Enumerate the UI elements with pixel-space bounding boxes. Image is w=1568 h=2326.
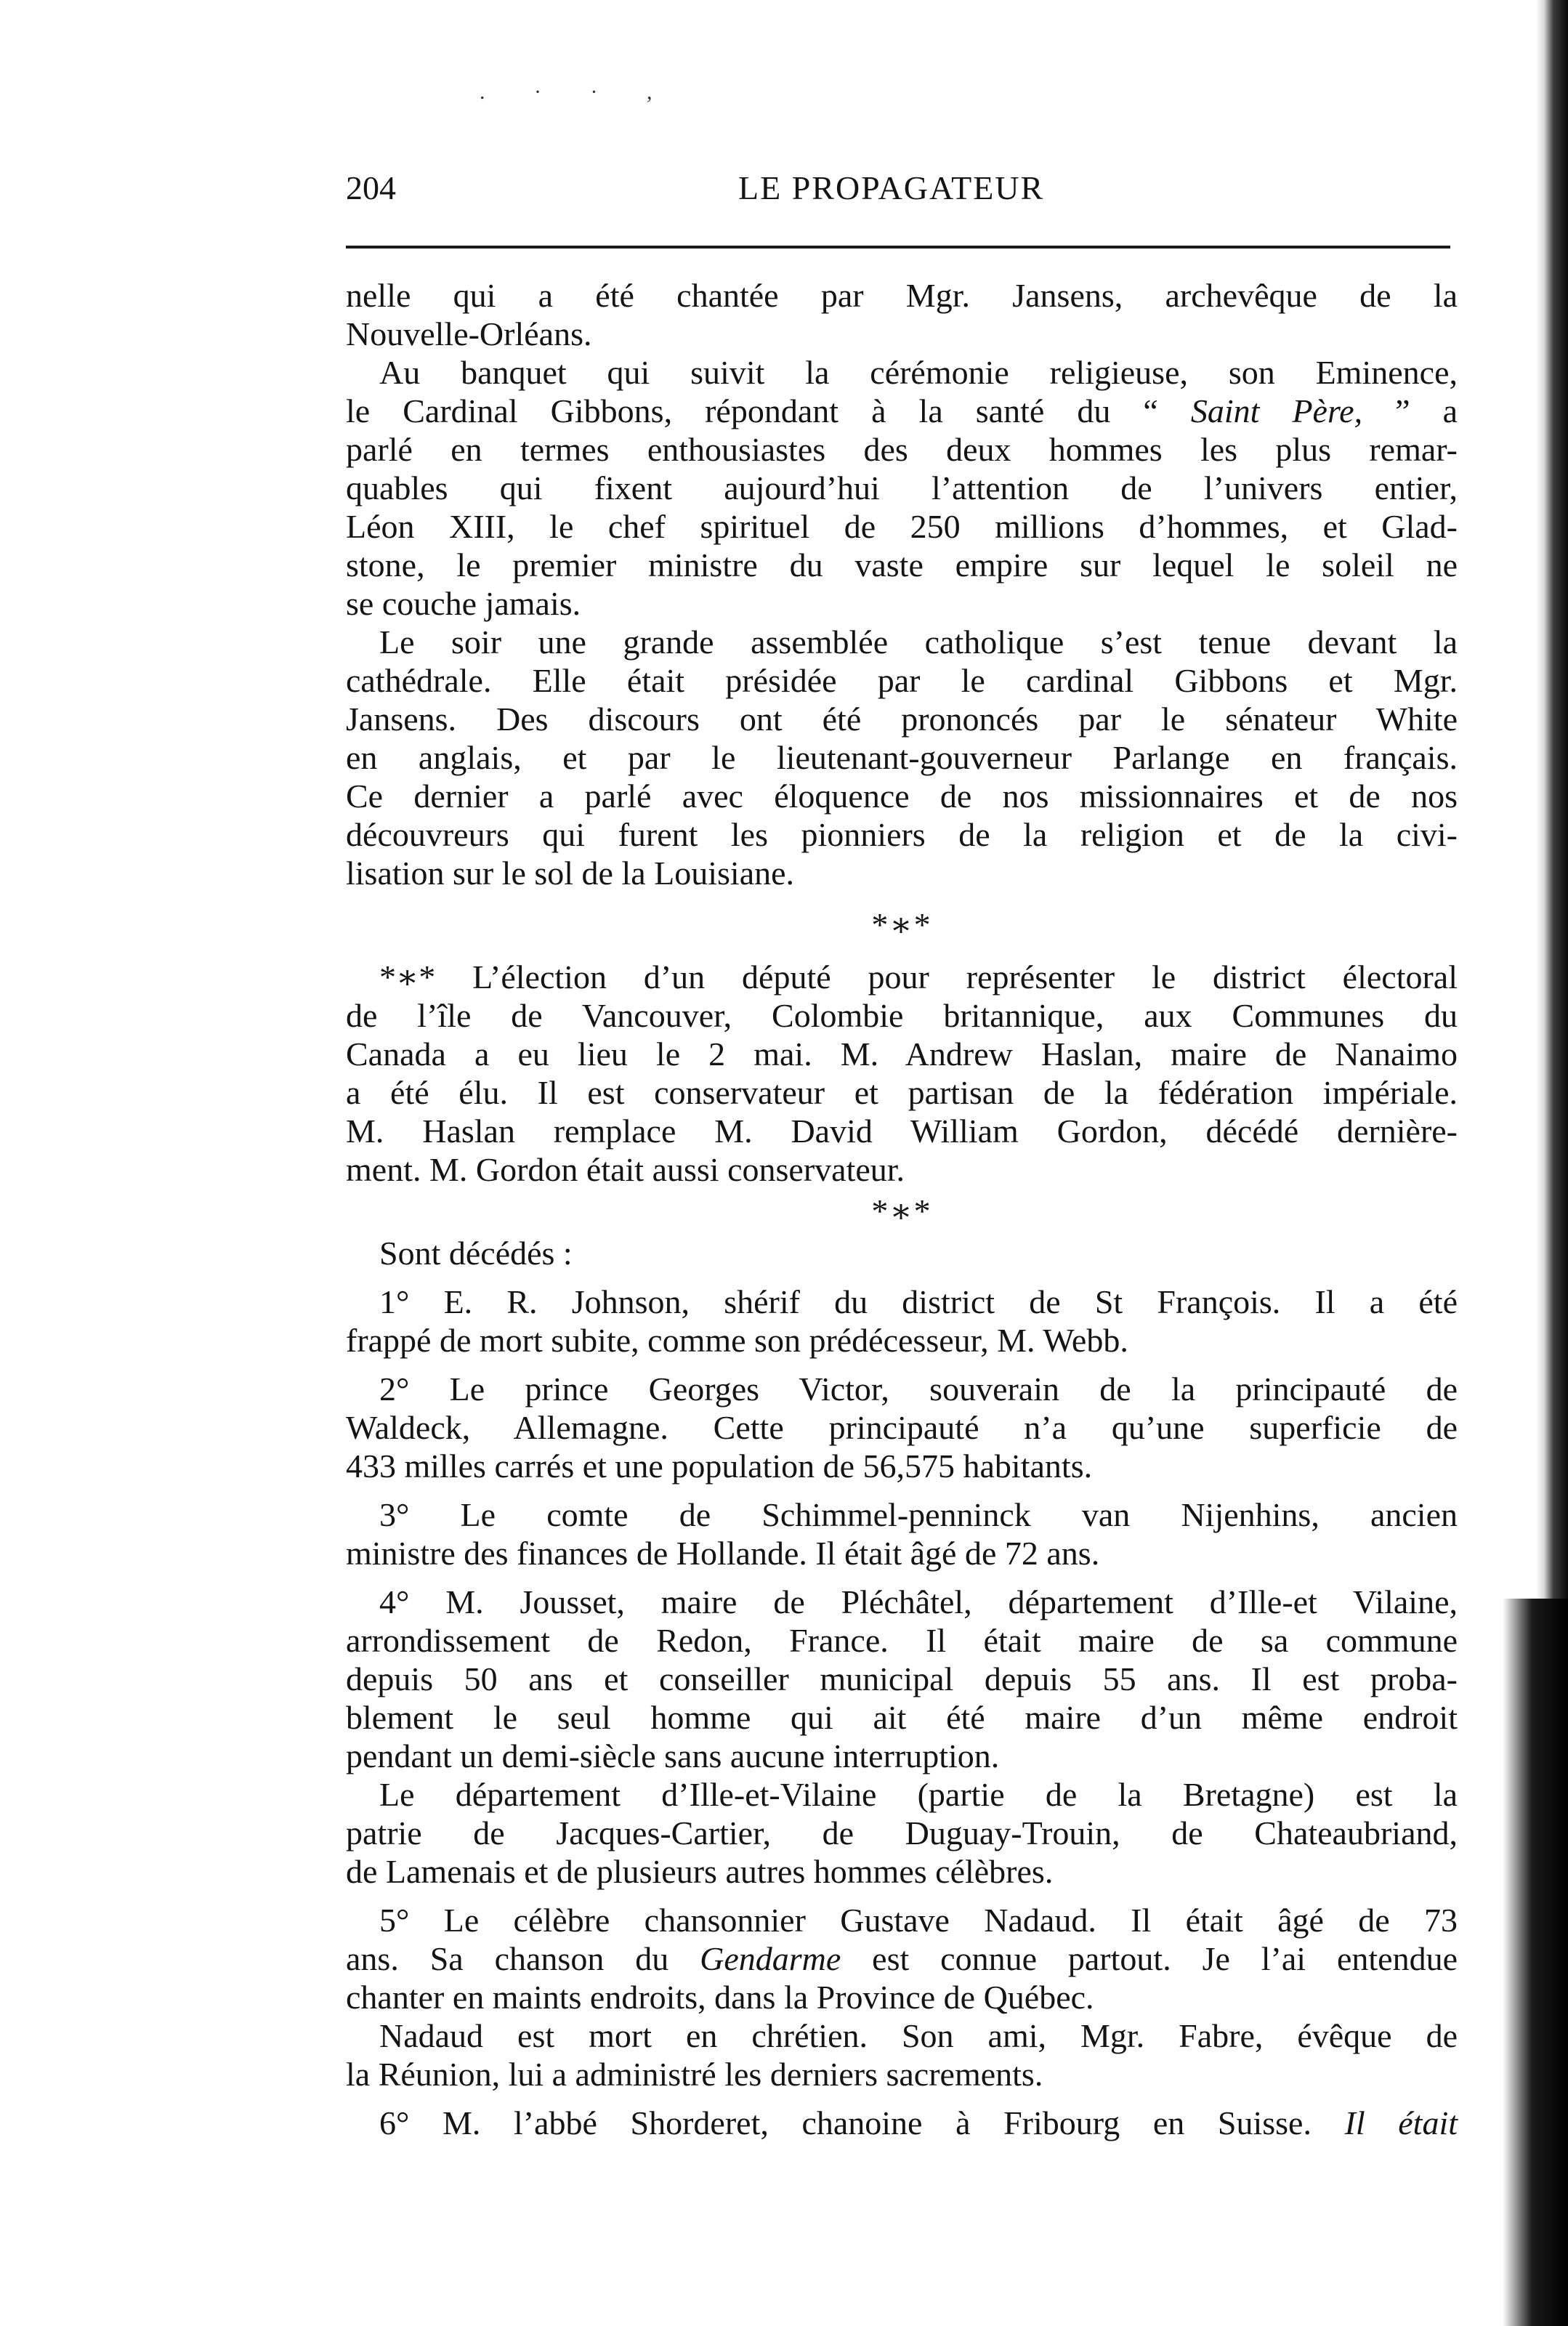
- text-line: depuis 50 ans et conseiller municipal depuis 55 ans. Il est proba-: [346, 1660, 1458, 1697]
- text-line: de Lamenais et de plusieurs autres hommes célèbres.: [346, 1853, 1054, 1890]
- text-line: frappé de mort subite, comme son prédécesseur, M. Webb.: [346, 1322, 1128, 1359]
- text-line: Le soir une grande assemblée catholique s’est tenue devant la: [379, 623, 1458, 661]
- text-line: M. Haslan remplace M. David William Gordon, décédé dernière-: [346, 1112, 1458, 1150]
- text-line: [346, 2104, 1458, 2142]
- text-line: pendant un demi-siècle sans aucune interruption.: [346, 1737, 1000, 1774]
- death-entry-5: [346, 1901, 1458, 2016]
- text-line: 1° E. R. Johnson, shérif du district de St François. Il a été: [379, 1283, 1458, 1320]
- text-line: 433 milles carrés et une population de 56,575 habitants.: [346, 1447, 1093, 1485]
- text-line: patrie de Jacques-Cartier, de Duguay-Trouin, de Chateaubriand,: [346, 1814, 1458, 1851]
- italic-title: Saint Père,: [1190, 392, 1363, 429]
- paragraph-2: [346, 353, 1458, 623]
- text-span: est connue partout. Je l’ai entendue: [841, 1940, 1458, 1977]
- paragraph-4: [346, 958, 1458, 1189]
- death-entry-1: [346, 1283, 1458, 1360]
- text-line: Au banquet qui suivit la cérémonie religieuse, son Eminence,: [379, 354, 1458, 391]
- text-line: parlé en termes enthousiastes des deux hommes les plus remar-: [346, 431, 1458, 468]
- text-line: Jansens. Des discours ont été prononcés par le sénateur White: [346, 700, 1458, 738]
- page-number: 204: [346, 169, 396, 206]
- death-entry-2: [346, 1370, 1458, 1485]
- text-span: le Cardinal Gibbons, répondant à la santé du “: [346, 392, 1191, 429]
- death-entry-3: [346, 1495, 1458, 1572]
- text-line: Canada a eu lieu le 2 mai. M. Andrew Haslan, maire de Nanaimo: [346, 1035, 1458, 1073]
- text-line: 5° Le célèbre chansonnier Gustave Nadaud. Il était âgé de 73: [379, 1902, 1458, 1939]
- text-line: [346, 1939, 1458, 1978]
- text-line: se couche jamais.: [346, 585, 581, 622]
- italic-title: Gendarme: [700, 1940, 841, 1977]
- paragraph-3: [346, 623, 1458, 892]
- text-line: 3° Le comte de Schimmel-penninck van Nijenhins, ancien: [379, 1496, 1458, 1533]
- page-body: [346, 276, 1458, 2142]
- death-entry-4-note: [346, 1775, 1458, 1891]
- text-line: de l’île de Vancouver, Colombie britannique, aux Communes du: [346, 997, 1458, 1034]
- text-line: la Réunion, lui a administré les derniers sacrements.: [346, 2056, 1043, 2093]
- text-line: [346, 392, 1458, 430]
- paragraph-1: [346, 276, 1458, 353]
- section-ornament: *∗*: [871, 906, 932, 943]
- text-line: a été élu. Il est conservateur et partisan de la fédération impériale.: [346, 1074, 1458, 1111]
- stray-marks: . · · ,: [480, 80, 674, 104]
- text-line: chanter en maints endroits, dans la Province de Québec.: [346, 1979, 1094, 2016]
- text-line: nelle qui a été chantée par Mgr. Jansens, archevêque de la: [346, 277, 1458, 314]
- text-line: Waldeck, Allemagne. Cette principauté n’a qu’une superficie de: [346, 1409, 1458, 1446]
- text-line: ment. M. Gordon était aussi conservateur.: [346, 1151, 905, 1188]
- text-span: 6° M. l’abbé Shorderet, chanoine à Fribourg en Suisse.: [379, 2104, 1345, 2141]
- header-rule: [346, 246, 1450, 249]
- page-header: [346, 169, 1450, 219]
- text-line: Le département d’Ille-et-Vilaine (partie de la Bretagne) est la: [379, 1776, 1458, 1813]
- text-span: ans. Sa chanson du: [346, 1940, 700, 1977]
- text-line: en anglais, et par le lieutenant-gouverneur Parlange en français.: [346, 739, 1458, 776]
- text-line: 2° Le prince Georges Victor, souverain de la principauté de: [379, 1370, 1458, 1408]
- text-line: 4° M. Jousset, maire de Pléchâtel, département d’Ille-et Vilaine,: [379, 1583, 1458, 1620]
- death-entry-4: [346, 1583, 1458, 1775]
- death-entry-6: [346, 2104, 1458, 2142]
- italic-text: Il était: [1344, 2104, 1458, 2141]
- text-line: cathédrale. Elle était présidée par le cardinal Gibbons et Mgr.: [346, 662, 1458, 699]
- text-line: Nadaud est mort en chrétien. Son ami, Mgr. Fabre, évêque de: [379, 2017, 1458, 2054]
- text-line: découvreurs qui furent les pionniers de la religion et de la civi-: [346, 816, 1458, 853]
- scan-edge-shadow-lower: [1503, 1599, 1568, 2326]
- text-line: ministre des finances de Hollande. Il était âgé de 72 ans.: [346, 1535, 1100, 1572]
- text-line: Léon XIII, le chef spirituel de 250 millions d’hommes, et Glad-: [346, 508, 1458, 545]
- section-ornament: *∗*: [871, 1192, 932, 1229]
- text-line: Nouvelle-Orléans.: [346, 315, 592, 352]
- deaths-heading: Sont décédés :: [379, 1235, 573, 1272]
- text-span: ” a: [1362, 392, 1458, 429]
- text-line: Ce dernier a parlé avec éloquence de nos missionnaires et de nos: [346, 778, 1458, 815]
- text-line: arrondissement de Redon, France. Il était maire de sa commune: [346, 1622, 1458, 1659]
- text-line: lisation sur le sol de la Louisiane.: [346, 855, 795, 892]
- text-line: *∗* L’élection d’un député pour représenter le district électoral: [379, 958, 1458, 996]
- text-line: blement le seul homme qui ait été maire d’un même endroit: [346, 1699, 1458, 1736]
- running-title: LE PROPAGATEUR: [738, 169, 1045, 206]
- text-line: stone, le premier ministre du vaste empire sur lequel le soleil ne: [346, 546, 1458, 583]
- death-entry-5-note: [346, 2016, 1458, 2093]
- text-line: quables qui fixent aujourd’hui l’attention de l’univers entier,: [346, 469, 1458, 506]
